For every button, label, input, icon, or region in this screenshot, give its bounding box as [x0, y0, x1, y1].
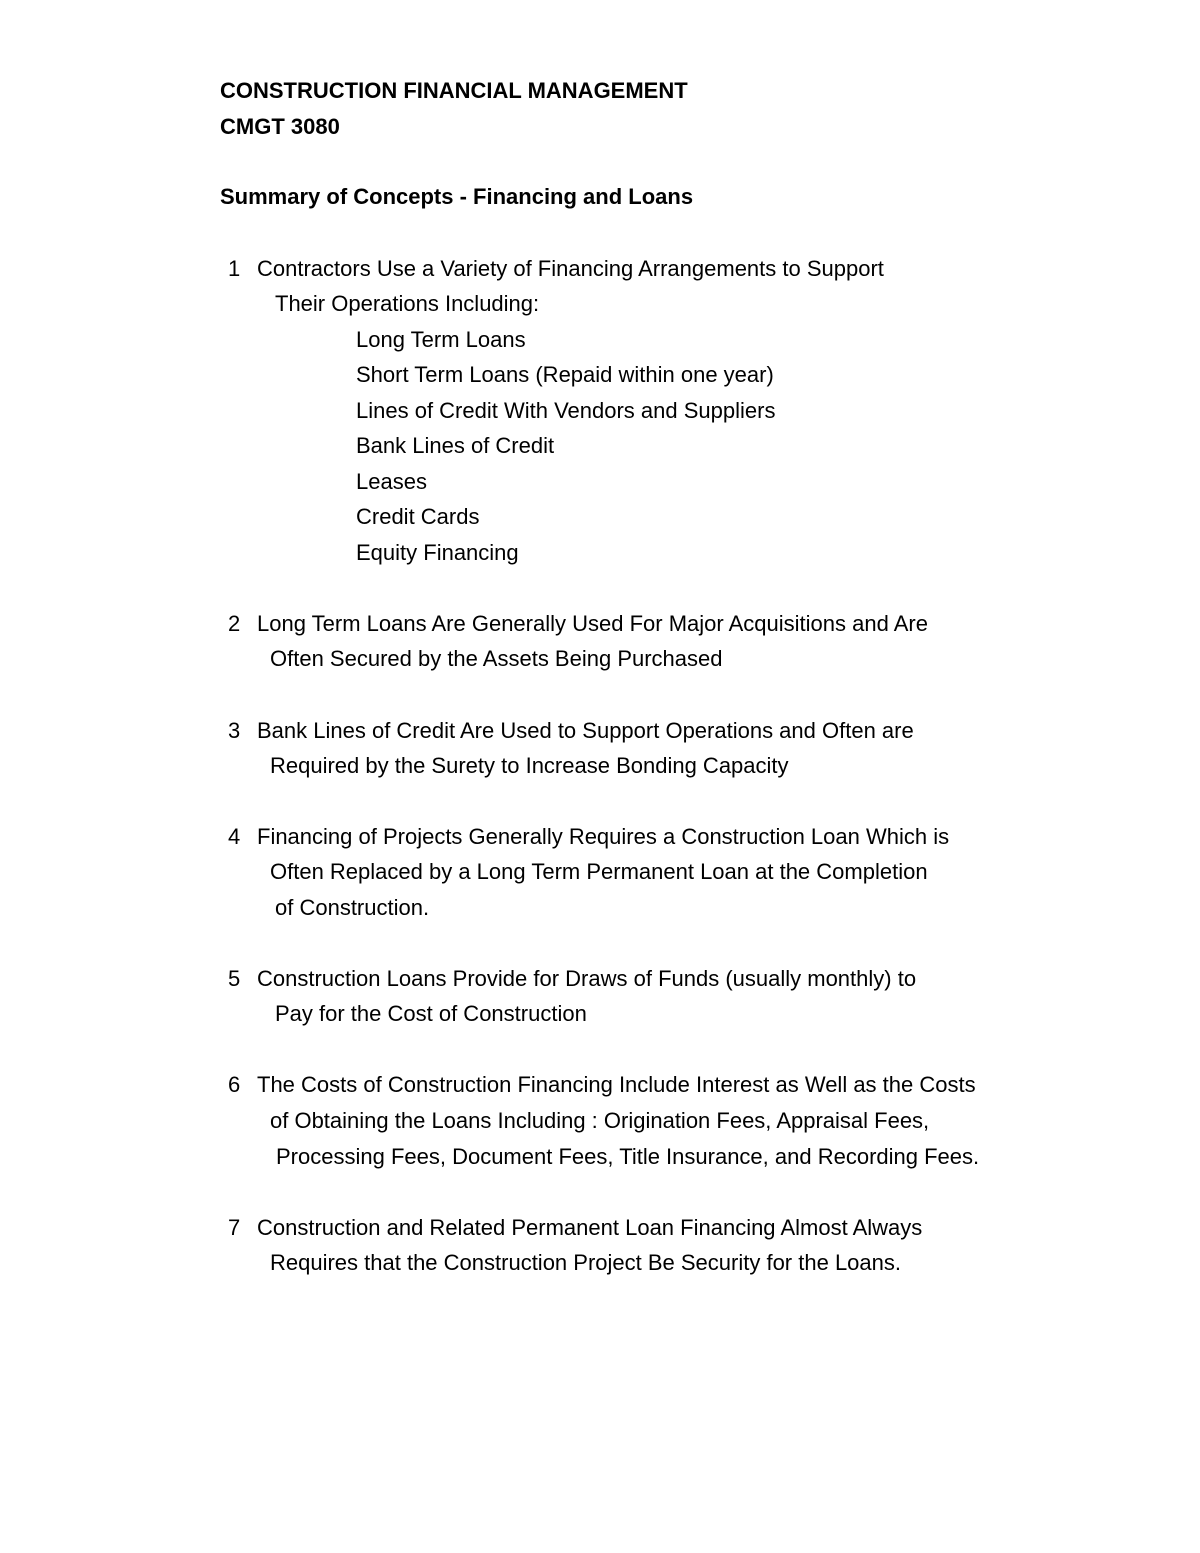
item-text-continuation: Pay for the Cost of Construction [275, 1001, 587, 1026]
item-number: 4 [228, 824, 241, 849]
item-text-continuation: Often Replaced by a Long Term Permanent Loan at the Completion [270, 859, 928, 884]
item-text: Financing of Projects Generally Requires a Construction Loan Which is [257, 824, 950, 849]
item-number: 1 [228, 256, 241, 281]
item-number: 7 [228, 1215, 241, 1240]
item-text: Long Term Loans Are Generally Used For Major Acquisitions and Are [257, 611, 928, 636]
item-text-continuation: Required by the Surety to Increase Bonding Capacity [270, 753, 789, 778]
course-code: CMGT 3080 [220, 114, 340, 139]
item-number: 2 [228, 611, 241, 636]
financing-type-item: Lines of Credit With Vendors and Suppliers [356, 398, 776, 423]
item-text-continuation: Often Secured by the Assets Being Purchased [270, 646, 723, 671]
financing-type-item: Short Term Loans (Repaid within one year) [356, 362, 774, 387]
item-text-continuation: Processing Fees, Document Fees, Title Insurance, and Recording Fees. [276, 1144, 980, 1169]
item-text: Construction Loans Provide for Draws of Funds (usually monthly) to [257, 966, 917, 991]
financing-type-item: Credit Cards [356, 504, 480, 529]
item-text-continuation: Requires that the Construction Project Be Security for the Loans. [270, 1250, 901, 1275]
item-text: Construction and Related Permanent Loan Financing Almost Always [257, 1215, 923, 1240]
item-text-continuation: of Obtaining the Loans Including : Origination Fees, Appraisal Fees, [270, 1108, 930, 1133]
item-text: Contractors Use a Variety of Financing Arrangements to Support [257, 256, 884, 281]
item-text-continuation: of Construction. [275, 895, 430, 920]
item-text-continuation: Their Operations Including: [275, 291, 540, 316]
financing-type-item: Leases [356, 469, 427, 494]
document-subtitle: Summary of Concepts - Financing and Loans [220, 184, 694, 209]
item-number: 3 [228, 718, 241, 743]
financing-type-item: Long Term Loans [356, 327, 526, 352]
document-title: CONSTRUCTION FINANCIAL MANAGEMENT [220, 78, 688, 103]
item-number: 6 [228, 1072, 241, 1097]
item-text: The Costs of Construction Financing Include Interest as Well as the Costs [257, 1072, 976, 1097]
item-number: 5 [228, 966, 241, 991]
financing-type-item: Bank Lines of Credit [356, 433, 555, 458]
item-text: Bank Lines of Credit Are Used to Support Operations and Often are [257, 718, 914, 743]
financing-type-item: Equity Financing [356, 540, 519, 565]
